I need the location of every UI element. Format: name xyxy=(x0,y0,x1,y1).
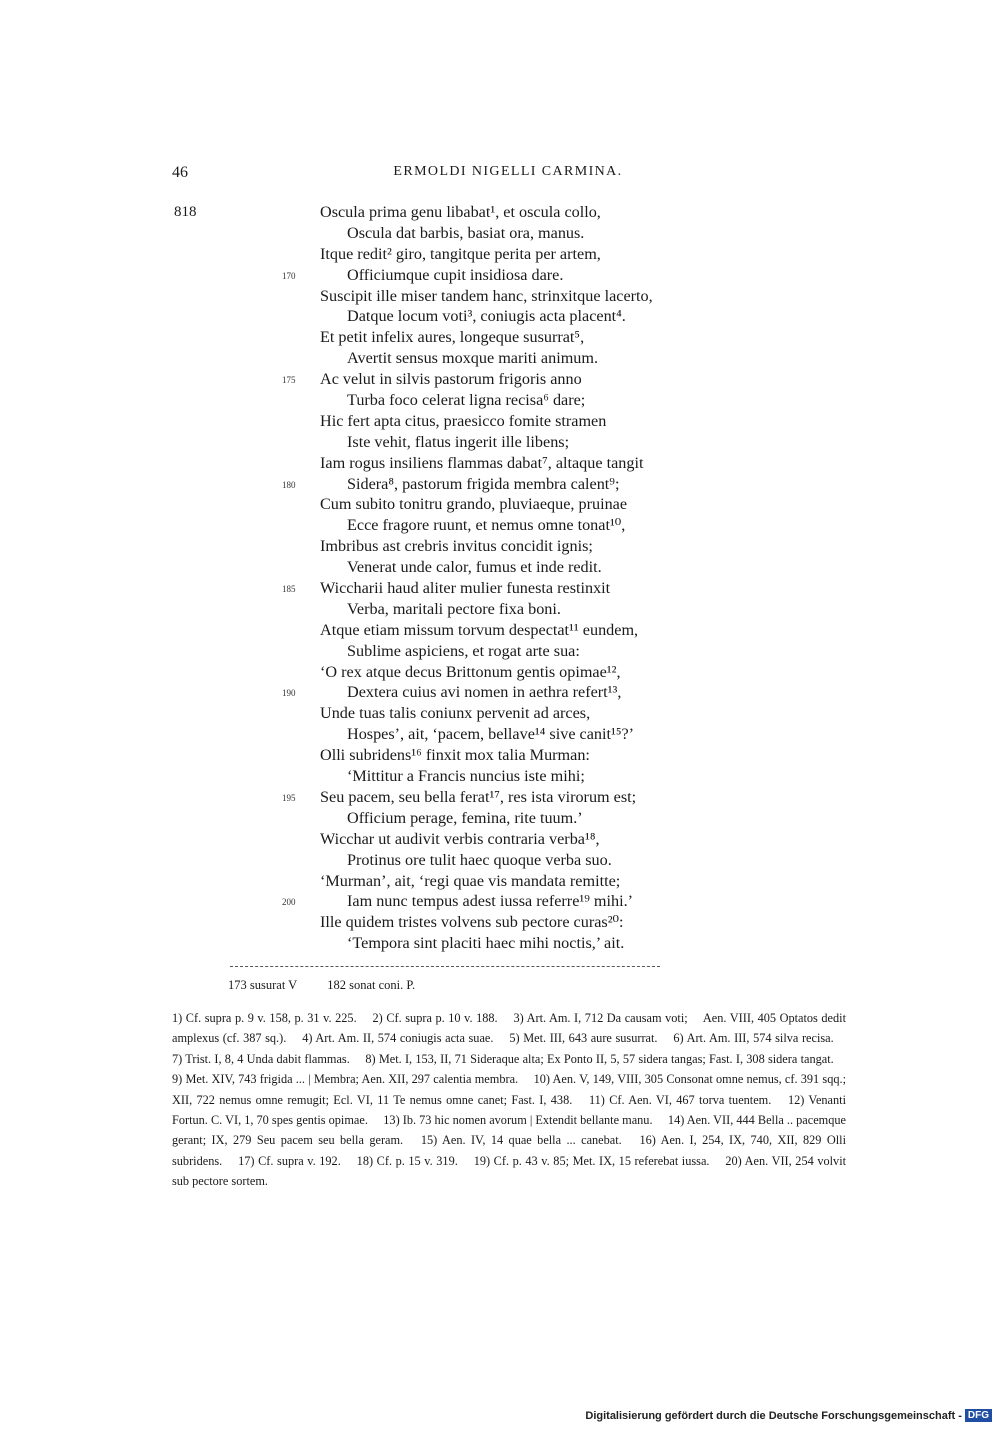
footnote: 18) Cf. p. 15 v. 319. xyxy=(356,1153,458,1168)
verse-line xyxy=(280,745,880,766)
verse-line xyxy=(280,453,880,474)
verse-line xyxy=(280,641,880,662)
footnote: 7) Trist. I, 8, 4 Unda dabit flammas. xyxy=(172,1051,350,1066)
footnote: 14) Aen. VII, 444 Bella .. pacemque gerant; IX, 279 Seu pacem seu bella geram. xyxy=(172,1113,847,1148)
poem-body xyxy=(280,202,880,954)
verse-text: Hic fert apta citus, praesicco fomite stramen xyxy=(320,411,607,430)
verse-line xyxy=(280,390,880,411)
verse-text: Et petit infelix aures, longeque susurrat⁵, xyxy=(320,328,585,347)
verse-text: Atque etiam missum torvum despectat¹¹ eundem, xyxy=(320,620,639,639)
footnote: 17) Cf. supra v. 192. xyxy=(238,1153,341,1168)
verse-text: Ac velut in silvis pastorum frigoris anno xyxy=(320,370,582,389)
verse-line-number: 175 xyxy=(282,375,296,386)
verse-line-number: 195 xyxy=(282,792,296,803)
credit-text: Digitalisierung gefördert durch die Deutsche Forschungsgemeinschaft - xyxy=(585,1409,962,1422)
verse-line xyxy=(280,724,880,745)
verse-line xyxy=(280,202,880,223)
verse-line-number: 180 xyxy=(282,479,296,490)
footnote: 20) Aen. VII, 254 volvit sub pectore sortem. xyxy=(172,1153,847,1189)
verse-line xyxy=(280,265,880,286)
verse-text: Unde tuas talis coniunx pervenit ad arces, xyxy=(320,704,591,723)
verse-text: Ecce fragore ruunt, et nemus omne tonat¹⁰, xyxy=(347,516,626,535)
verse-text: Imbribus ast crebris invitus concidit ignis; xyxy=(320,537,593,556)
footnote: 4) Art. Am. II, 574 coniugis acta suae. xyxy=(302,1031,494,1046)
verse-text: Protinus ore tulit haec quoque verba suo. xyxy=(347,850,612,869)
verse-text: Sidera⁸, pastorum frigida membra calent⁹; xyxy=(347,474,620,493)
footnote: 8) Met. I, 153, II, 71 Sideraque alta; Ex Ponto II, 5, 57 sidera tangas; Fast. I, 308 sidera tangat. xyxy=(365,1051,834,1066)
verse-text: Iam rogus insiliens flammas dabat⁷, altaque tangit xyxy=(320,453,644,472)
verse-line xyxy=(280,578,880,599)
verse-line xyxy=(280,703,880,724)
verse-line xyxy=(280,787,880,808)
verse-text: Dextera cuius avi nomen in aethra refert¹³, xyxy=(347,683,622,702)
verse-text: Turba foco celerat ligna recisa⁶ dare; xyxy=(347,391,586,410)
verse-line xyxy=(280,515,880,536)
verse-text: Sublime aspiciens, et rogat arte sua: xyxy=(347,641,580,660)
verse-text: Officiumque cupit insidiosa dare. xyxy=(347,265,564,284)
verse-line xyxy=(280,891,880,912)
verse-line xyxy=(280,871,880,892)
verse-text: Hospes’, ait, ‘pacem, bellave¹⁴ sive canit¹⁵?’ xyxy=(347,725,635,744)
verse-text: Venerat unde calor, fumus et inde redit. xyxy=(347,558,602,577)
verse-text: Suscipit ille miser tandem hanc, strinxitque lacerto, xyxy=(320,286,653,305)
verse-line xyxy=(280,912,880,933)
footnote: 6) Art. Am. III, 574 silva recisa. xyxy=(673,1031,834,1046)
verse-line xyxy=(280,536,880,557)
footnote: 10) Aen. V, 149, VIII, 305 Consonat omne nemus, cf. 391 sqq.; XII, 722 nemus omne remugit; Ecl. VI, 11 Te nemus omne canet; Fast. I, 438. xyxy=(172,1072,846,1107)
verse-text: ‘Tempora sint placiti haec mihi noctis,’ ait. xyxy=(347,934,625,953)
verse-line xyxy=(280,474,880,495)
verse-text: ‘O rex atque decus Brittonum gentis opimae¹², xyxy=(320,662,621,681)
verse-text: Seu pacem, seu bella ferat¹⁷, res ista virorum est; xyxy=(320,787,637,806)
verse-line xyxy=(280,682,880,703)
verse-line xyxy=(280,599,880,620)
verse-text: Iam nunc tempus adest iussa referre¹⁹ mihi.’ xyxy=(347,892,634,911)
verse-text: Verba, maritali pectore fixa boni. xyxy=(347,599,561,618)
verse-line xyxy=(280,411,880,432)
verse-line xyxy=(280,327,880,348)
verse-line xyxy=(280,850,880,871)
verse-line xyxy=(280,494,880,515)
apparatus-entry: 182 sonat coni. P. xyxy=(327,978,416,992)
footnotes xyxy=(172,1008,846,1192)
critical-apparatus xyxy=(228,978,415,993)
footnote: 16) Aen. I, 254, IX, 740, XII, 829 Olli subridens. xyxy=(172,1133,846,1168)
verse-text: ‘Murman’, ait, ‘regi quae vis mandata remitte; xyxy=(320,871,621,890)
footnote: 11) Cf. Aen. VI, 467 torva tuentem. xyxy=(588,1092,772,1107)
verse-line xyxy=(280,620,880,641)
verse-text: Wicchar ut audivit verbis contraria verba¹⁸, xyxy=(320,829,600,848)
footnote: 12) Venanti Fortun. C. VI, 1, 70 spes gentis opimae. xyxy=(172,1092,846,1128)
verse-text: Itque redit² giro, tangitque perita per artem, xyxy=(320,244,601,263)
verse-line xyxy=(280,244,880,265)
verse-line-number: 185 xyxy=(282,584,296,595)
digitization-credit xyxy=(585,1409,992,1422)
footnote: 15) Aen. IV, 14 quae bella ... canebat. xyxy=(420,1133,622,1148)
verse-line xyxy=(280,286,880,307)
footnote: 3) Art. Am. I, 712 Da causam voti; xyxy=(513,1011,688,1025)
footnote: 13) Ib. 73 hic nomen avorum | Extendit bellante manu. xyxy=(383,1113,653,1128)
running-header xyxy=(172,164,844,188)
verse-line xyxy=(280,662,880,683)
verse-text: Oscula prima genu libabat¹, et oscula collo, xyxy=(320,203,601,221)
verse-line-number: 170 xyxy=(282,270,296,281)
footnote: Aen. VIII, 405 Optatos dedit amplexus (cf. 387 sq.). xyxy=(172,1011,846,1046)
apparatus-entry: 173 susurat V xyxy=(228,978,298,992)
verse-line xyxy=(280,808,880,829)
apparatus-divider xyxy=(230,966,660,967)
verse-text: Cum subito tonitru grando, pluviaeque, pruinae xyxy=(320,495,628,514)
footnote: 5) Met. III, 643 aure susurrat. xyxy=(509,1031,658,1046)
verse-line xyxy=(280,557,880,578)
footnote: 9) Met. XIV, 743 frigida ... | Membra; Aen. XII, 297 calentia membra. xyxy=(172,1072,519,1087)
footnote: 19) Cf. p. 43 v. 85; Met. IX, 15 referebat iussa. xyxy=(473,1153,710,1168)
verse-text: Officium perage, femina, rite tuum.’ xyxy=(347,808,583,827)
verse-line xyxy=(280,223,880,244)
verse-line xyxy=(280,766,880,787)
verse-text: ‘Mittitur a Francis nuncius iste mihi; xyxy=(347,767,585,786)
verse-line xyxy=(280,348,880,369)
verse-text: Wiccharii haud aliter mulier funesta restinxit xyxy=(320,579,611,598)
footnote: 1) Cf. supra p. 9 v. 158, p. 31 v. 225. xyxy=(172,1011,357,1025)
verse-line xyxy=(280,306,880,327)
manuscript-line-number: 818 xyxy=(174,204,197,220)
running-title: ERMOLDI NIGELLI CARMINA. xyxy=(393,164,623,179)
dfg-logo: DFG xyxy=(965,1409,992,1422)
verse-text: Oscula dat barbis, basiat ora, manus. xyxy=(347,223,585,242)
verse-line xyxy=(280,432,880,453)
verse-line-number: 190 xyxy=(282,688,296,699)
verse-text: Olli subridens¹⁶ finxit mox talia Murman: xyxy=(320,746,590,765)
verse-line xyxy=(280,933,880,954)
verse-text: Datque locum voti³, coniugis acta placent⁴. xyxy=(347,307,626,326)
verse-text: Avertit sensus moxque mariti animum. xyxy=(347,349,599,368)
verse-line-number: 200 xyxy=(282,897,296,908)
verse-text: Iste vehit, flatus ingerit ille libens; xyxy=(347,432,570,451)
verse-text: Ille quidem tristes volvens sub pectore curas²⁰: xyxy=(320,913,624,932)
footnote: 2) Cf. supra p. 10 v. 188. xyxy=(372,1011,498,1025)
verse-line xyxy=(280,369,880,390)
page-number: 46 xyxy=(172,164,188,181)
verse-line xyxy=(280,829,880,850)
